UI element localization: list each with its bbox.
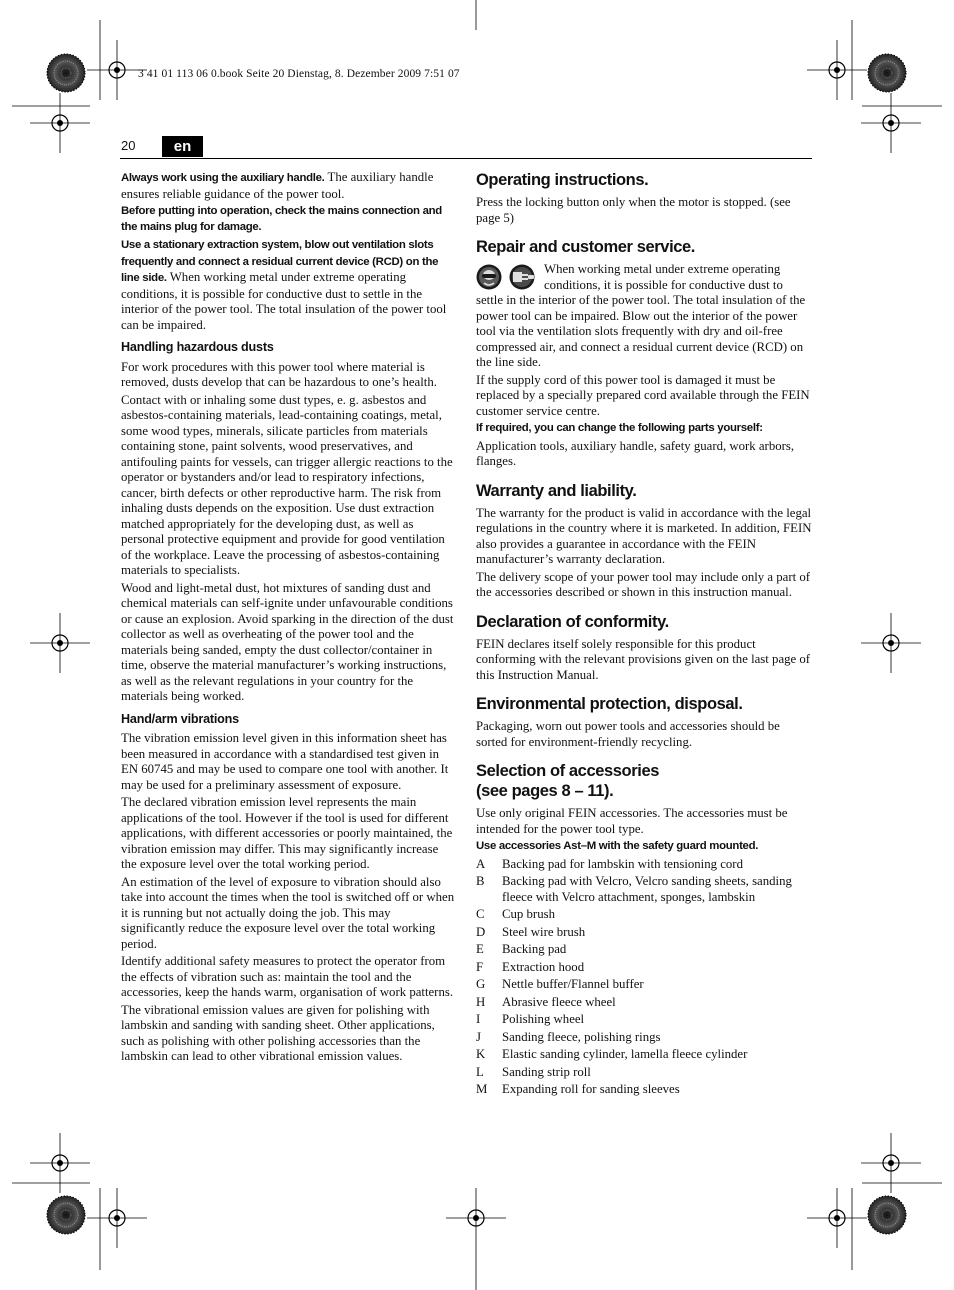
list-item-key: M [476, 1082, 488, 1096]
list-item-key: J [476, 1029, 481, 1044]
vibration-paragraph: Identify additional safety measures to protect the operator from the effects of vibration such as: maintain the tool and the accessories, keep the hands warm, organisation of work patterns. [121, 954, 454, 999]
vibration-heading: Hand/arm vibrations [121, 711, 239, 726]
dust-heading: Handling hazardous dusts [121, 340, 274, 354]
header-rule [120, 158, 812, 159]
list-item-key: H [476, 994, 486, 1009]
aux-handle-paragraph [121, 170, 455, 202]
accessories-bold: Use accessories Ast–M with the safety guard mounted. [476, 840, 759, 852]
list-item-key: L [476, 1064, 484, 1079]
registration-star-icon [47, 54, 85, 92]
list-item [476, 960, 812, 976]
accessories-list [476, 857, 812, 1098]
list-item-text: Elastic sanding cylinder, lamella fleece cylinder [502, 1047, 748, 1061]
accessories-text: Use only original FEIN accessories. The accessories must be intended for the power tool type. [476, 806, 788, 836]
list-item-text: Steel wire brush [502, 924, 586, 939]
warranty-section [476, 481, 812, 601]
extraction-bold: Use a stationary extraction system, blow out ventilation slots frequently and connect a residual current device (RCD) on the line side. [121, 239, 439, 284]
list-item-key: E [476, 942, 484, 956]
right-column [476, 170, 812, 1100]
list-item [476, 1030, 812, 1046]
registration-star-icon [868, 1196, 906, 1234]
repair-section [476, 237, 812, 470]
repair-heading: Repair and customer service. [476, 238, 695, 256]
list-item-key: D [476, 924, 486, 939]
aux-handle-bold: Always work using the auxiliary handle. [121, 172, 325, 184]
repair-parts-bold: If required, you can change the following parts yourself: [476, 422, 763, 434]
list-item-key: I [476, 1012, 481, 1026]
dust-paragraph: For work procedures with this power tool where material is removed, dusts develop that can be hazardous to one’s health. [121, 359, 437, 389]
language-tab: en [162, 136, 203, 157]
operating-text: Press the locking button only when the motor is stopped. (see page 5) [476, 195, 791, 225]
list-item-text: Sanding strip roll [502, 1064, 591, 1079]
eye-protection-icon [477, 265, 502, 290]
list-item [476, 1065, 812, 1081]
vibration-paragraph: The vibration emission level given in this information sheet has been measured in accordance with a standardised test given in EN 60745 and may be used to compare one tool with another. It may be used for a preliminary assessment of exposure. [121, 731, 449, 792]
declaration-section [476, 612, 812, 684]
registration-cross-icon [446, 1188, 506, 1248]
registration-star-icon [868, 54, 906, 92]
warranty-heading: Warranty and liability. [476, 481, 637, 500]
list-item-text: Extraction hood [502, 959, 585, 974]
environment-text: Packaging, worn out power tools and accessories should be sorted for environment-friendly recycling. [476, 719, 780, 749]
list-item [476, 857, 812, 873]
registration-cross-icon [807, 40, 867, 100]
mains-check-bold: Before putting into operation, check the mains connection and the mains plug for damage. [121, 205, 442, 233]
registration-star-icon [47, 1196, 85, 1234]
list-item [476, 977, 812, 993]
operating-heading: Operating instructions. [476, 171, 649, 189]
accessories-heading [476, 761, 812, 801]
dust-paragraph: Contact with or inhaling some dust types, e. g. asbestos and asbestos-containing materials, lead-containing coatings, metal, some wood types, minerals, silicate particles from materials containing stone, paint solvents, wood preservatives, and antifouling paints for vessels, can trigger allergic reactions to the operator or bystanders and/or lead to respiratory infections, cancer, birth defects or other reproductive harm. The risk from inhaling dusts depends on the exposition. Use dust extraction matched appropriately for the developing dust, as well as personal protective equipment and provide for good ventilation of the workplace. Leave the processing of asbestos-containing materials to specialists. [121, 392, 453, 577]
book-slug: 3 41 01 113 06 0.book Seite 20 Dienstag, 8. Dezember 2009 7:51 07 [138, 68, 460, 80]
list-item-text: Polishing wheel [502, 1012, 585, 1026]
registration-cross-icon [30, 613, 90, 673]
aux-handle-text: The auxiliary handle ensures reliable guidance of the power tool. [121, 170, 434, 201]
left-column [121, 170, 455, 1067]
list-item [476, 907, 812, 923]
registration-cross-icon [861, 1133, 921, 1193]
accessories-heading-line1: Selection of accessories [476, 762, 659, 780]
list-item [476, 874, 812, 905]
list-item-text: Expanding roll for sanding sleeves [502, 1082, 680, 1096]
extraction-paragraph [121, 237, 455, 333]
dust-paragraph: Wood and light-metal dust, hot mixtures of sanding dust and chemical materials can self-ignite under unfavourable conditions or cause an explosion. Avoid sparking in the direction of the dust collector as well as overheating of the power tool and the materials being sanded, empty the dust collector/container in time, observe the material manufacturer’s working instructions, as well as the relevant regulations in your country for the materials being worked. [121, 580, 454, 703]
list-item [476, 1082, 812, 1098]
page-number: 20 [121, 138, 136, 153]
repair-paragraph: When working metal under extreme operating conditions, it is possible for conductive dust to settle in the interior of the power tool. The total insulation of the power tool can be impaired. Blow out the interior of the power tool via the ventilation slots frequently with dry and oil-free compressed air, and connect a residual current device (RCD) on the line side. [476, 262, 806, 369]
list-item-key: C [476, 907, 485, 921]
list-item-key: B [476, 874, 485, 888]
declaration-text: FEIN declares itself solely responsible for this product conforming with the relevant provisions given on the last page of this Instruction Manual. [476, 636, 811, 682]
environment-heading: Environmental protection, disposal. [476, 695, 743, 713]
registration-cross-icon [861, 93, 921, 153]
list-item-text: Abrasive fleece wheel [502, 994, 616, 1009]
registration-cross-icon [30, 93, 90, 153]
environment-section [476, 694, 812, 750]
list-item-text: Backing pad [502, 942, 567, 956]
vibration-paragraph: The vibrational emission values are given for polishing with lambskin and sanding with sanding sheet. Other applications, such as polishing with other polishing accessories than the lambskin can lead to other vibrational emission values. [121, 1002, 435, 1063]
warranty-paragraph: The warranty for the product is valid in accordance with the legal regulations in the country where it is marketed. In addition, FEIN also provides a guarantee in accordance with the FEIN manufacturer’s warranty declaration. [476, 505, 812, 566]
list-item-text: Backing pad for lambskin with tensioning cord [502, 856, 743, 871]
repair-paragraph: If the supply cord of this power tool is damaged it must be replaced by a specially prepared cord available through the FEIN customer service centre. [476, 372, 810, 418]
list-item [476, 942, 812, 958]
list-item-key: F [476, 959, 484, 974]
list-item-text: Nettle buffer/Flannel buffer [502, 977, 644, 991]
power-plug-icon [510, 265, 535, 290]
list-item-text: Sanding fleece, polishing rings [502, 1029, 661, 1044]
list-item-key: K [476, 1047, 486, 1061]
registration-cross-icon [861, 613, 921, 673]
accessories-heading-line2: (see pages 8 – 11). [476, 782, 614, 800]
list-item-text: Cup brush [502, 907, 555, 921]
declaration-heading: Declaration of conformity. [476, 612, 669, 631]
list-item [476, 925, 812, 941]
list-item [476, 1012, 812, 1028]
registration-cross-icon [87, 1188, 147, 1248]
list-item-key: G [476, 977, 486, 991]
registration-cross-icon [30, 1133, 90, 1193]
warranty-paragraph: The delivery scope of your power tool may include only a part of the accessories described or shown in this instruction manual. [476, 569, 811, 599]
safety-pictograms [476, 263, 544, 293]
registration-cross-icon [807, 1188, 867, 1248]
list-item-text: Backing pad with Velcro, Velcro sanding sheets, sanding fleece with Velcro attachment, sponges, lambskin [502, 874, 792, 904]
vibration-paragraph: The declared vibration emission level represents the main applications of the tool. However if the tool is used for different applications, with different accessories or poorly maintained, the vibration emission may differ. This may significantly increase the exposure level over the total working period. [121, 795, 453, 871]
accessories-section [476, 761, 812, 1098]
extraction-text: When working metal under extreme operating conditions, it is possible for conductive dust to settle in the interior of the power tool. The total insulation of the power tool can be impaired. [121, 270, 447, 332]
list-item [476, 1047, 812, 1063]
list-item [476, 995, 812, 1011]
repair-parts-text: Application tools, auxiliary handle, safety guard, work arbors, flanges. [476, 438, 795, 468]
list-item-key: A [476, 856, 486, 871]
vibration-paragraph: An estimation of the level of exposure to vibration should also take into account the times when the tool is switched off or when it is running but not actually doing the job. This may significantly reduce the exposure level over the total working period. [121, 874, 455, 951]
